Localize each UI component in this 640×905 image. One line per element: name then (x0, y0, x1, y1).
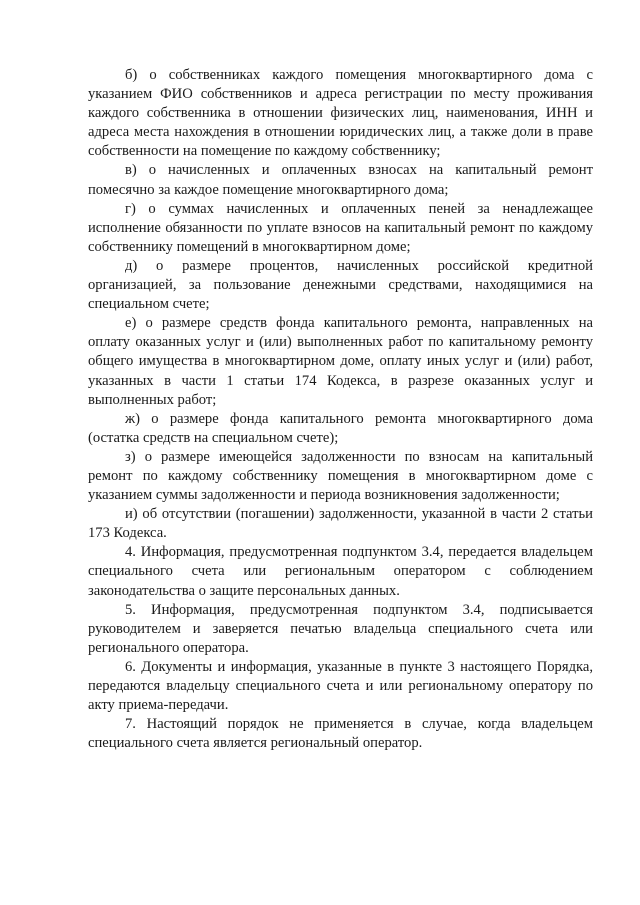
paragraph-item-zh: ж) о размере фонда капитального ремонта многоквартирного дома (остатка средств на специальном счете); (88, 410, 593, 446)
paragraph-item-g: г) о суммах начисленных и оплаченных пеней за ненадлежащее исполнение обязанности по уплате взносов на капитальный ремонт по каждому собственнику помещений в многоквартирном доме; (88, 200, 593, 255)
paragraph-item-e: е) о размере средств фонда капитального ремонта, направленных на оплату оказанных услуг и (или) выполненных работ по капитальному ремонту общего имущества в многоквартирном доме, оплату иных услуг и (или) работ, указанных в части 1 статьи 174 Кодекса, в разрезе оказанных услуг и выполненных работ; (88, 315, 593, 408)
paragraph-item-i: и) об отсутствии (погашении) задолженности, указанной в части 2 статьи 173 Кодекса. (88, 506, 593, 542)
paragraph-section-5: 5. Информация, предусмотренная подпунктом 3.4, подписывается руководителем и заверяется печатью владельца специального счета или регионального оператора. (88, 601, 593, 656)
paragraph-section-6: 6. Документы и информация, указанные в пункте 3 настоящего Порядка, передаются владельцу специального счета и или региональному оператору по акту приема-передачи. (88, 658, 593, 714)
document-body (88, 66, 593, 753)
paragraph-section-7: 7. Настоящий порядок не применяется в случае, когда владельцем специального счета является региональный оператор. (88, 716, 593, 752)
paragraph-item-z: з) о размере имеющейся задолженности по взносам на капитальный ремонт по каждому собственнику помещения в многоквартирном доме с указанием суммы задолженности и периода возникновения задолженности; (88, 448, 593, 504)
paragraph-item-v: в) о начисленных и оплаченных взносах на капитальный ремонт помесячно за каждое помещение многоквартирного дома; (88, 162, 593, 198)
paragraph-item-d: д) о размере процентов, начисленных российской кредитной организацией, за пользование денежными средствами, находящимися на специальном счете; (88, 257, 593, 313)
paragraph-item-b: б) о собственниках каждого помещения многоквартирного дома с указанием ФИО собственников и адреса регистрации по месту проживания каждого собственника в отношении физических лиц, наименования, ИНН и адреса места нахождения в отношении юридических лиц, а также доли в праве собственности на помещение по каждому собственнику; (88, 67, 593, 160)
paragraph-section-4: 4. Информация, предусмотренная подпунктом 3.4, передается владельцем специального счета или региональным оператором с соблюдением законодательства о защите персональных данных. (88, 544, 593, 599)
